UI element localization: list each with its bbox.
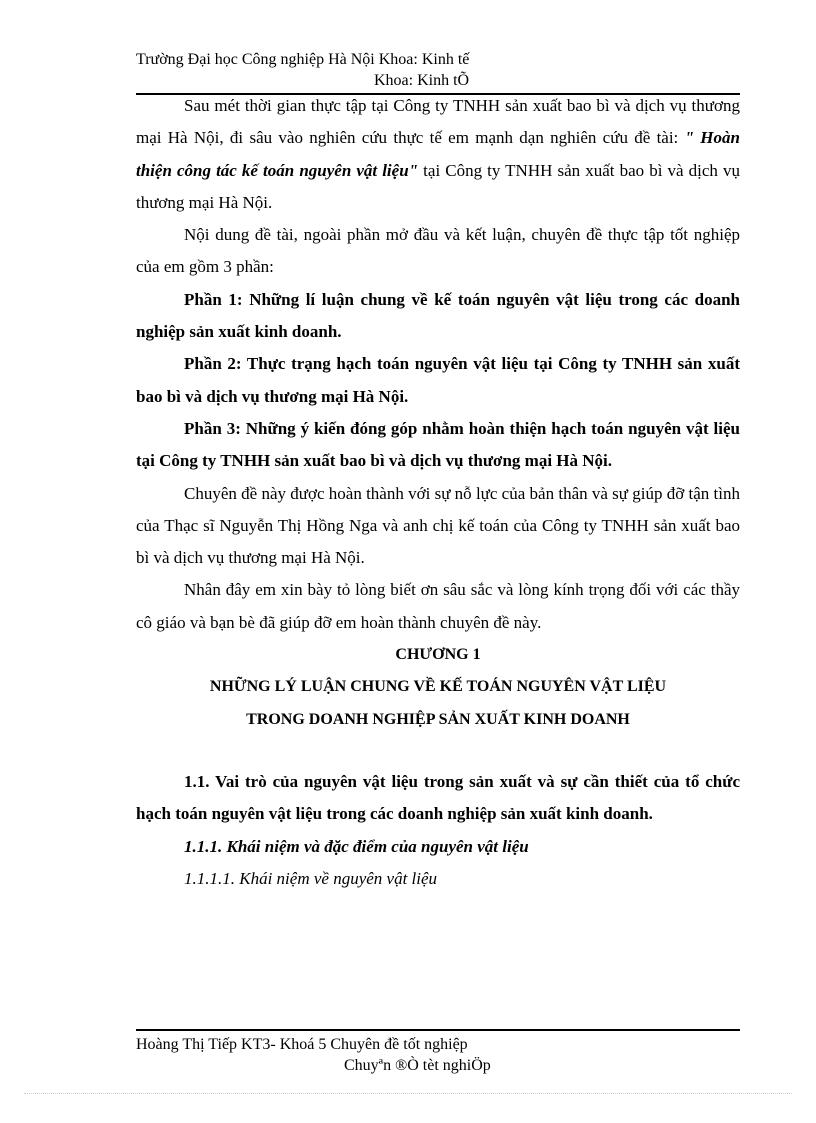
chapter-title-line-1: NHỮNG LÝ LUẬN CHUNG VỀ KẾ TOÁN NGUYÊN VẬT LIỆU (209, 678, 667, 696)
spacer (136, 736, 740, 766)
document-body (136, 90, 740, 895)
section-1-1-1-1: 1.1.1.1. Khái niệm về nguyên vật liệu (184, 868, 438, 888)
section-1-1-1: 1.1.1. Khái niệm và đặc điểm của nguyên vật liệu (184, 836, 529, 856)
part-1: Phần 1: Những lí luận chung về kế toán nguyên vật liệu trong các doanh nghiệp sản xuất kinh doanh. (136, 289, 740, 342)
page-edge-dotted-line (24, 1093, 792, 1094)
footer-rule (136, 1029, 740, 1031)
intro-paragraph (136, 90, 740, 219)
chapter-title-line-2: TRONG DOANH NGHIỆP SẢN XUẤT KINH DOANH (246, 710, 630, 728)
chapter-number: CHƯƠNG 1 (395, 646, 481, 664)
footer-line-1: Hoàng Thị Tiếp KT3- Khoá 5 Chuyên đề tốt nghiệp (136, 1036, 468, 1053)
section-1-1: 1.1. Vai trò của nguyên vật liệu trong sản xuất và sự cần thiết của tổ chức hạch toán nguyên vật liệu trong các doanh nghiệp sản xuất kinh doanh. (136, 771, 740, 824)
content-paragraph: Nội dung đề tài, ngoài phần mở đầu và kết luận, chuyên đề thực tập tốt nghiệp của em gồm 3 phần: (136, 225, 740, 277)
footer-line-2: Chuyªn ®Ò tèt nghiÖp (344, 1057, 491, 1074)
part-2: Phần 2: Thực trạng hạch toán nguyên vật liệu tại Công ty TNHH sản xuất bao bì và dịch vụ thương mại Hà Nội. (136, 354, 740, 406)
header-line-2: Khoa: Kinh tÕ (374, 72, 470, 89)
intro-text-a: Sau mét thời gian thực tập tại Công ty TNHH sản xuất bao bì và dịch vụ thương mại Hà Nội, đi sâu vào nghiên cứu thực tế em mạnh dạn nghiên cứu đề tài: (136, 96, 740, 148)
intro-text-b: tại Công ty TNHH sản xuất bao bì và dịch vụ thương mại Hà Nội. (136, 160, 740, 212)
thesis-title: " Hoàn thiện công tác kế toán nguyên vật liệu" (136, 128, 740, 180)
header-line-1: Trường Đại học Công nghiệp Hà Nội Khoa: Kinh tế (136, 51, 470, 68)
thanks-paragraph-2: Nhân đây em xin bày tỏ lòng biết ơn sâu sắc và lòng kính trọng đối với các thầy cô giáo và bạn bè đã giúp đỡ em hoàn thành chuyên đề này. (136, 580, 740, 632)
thanks-paragraph-1: Chuyên đề này được hoàn thành với sự nỗ lực của bản thân và sự giúp đỡ tận tình của Thạc sĩ Nguyễn Thị Hồng Nga và anh chị kế toán của Công ty TNHH sản xuất bao bì và dịch vụ thương mại Hà Nội. (136, 483, 740, 568)
part-3: Phần 3: Những ý kiến đóng góp nhằm hoàn thiện hạch toán nguyên vật liệu tại Công ty TNHH sản xuất bao bì và dịch vụ thương mại Hà Nội. (136, 418, 740, 471)
